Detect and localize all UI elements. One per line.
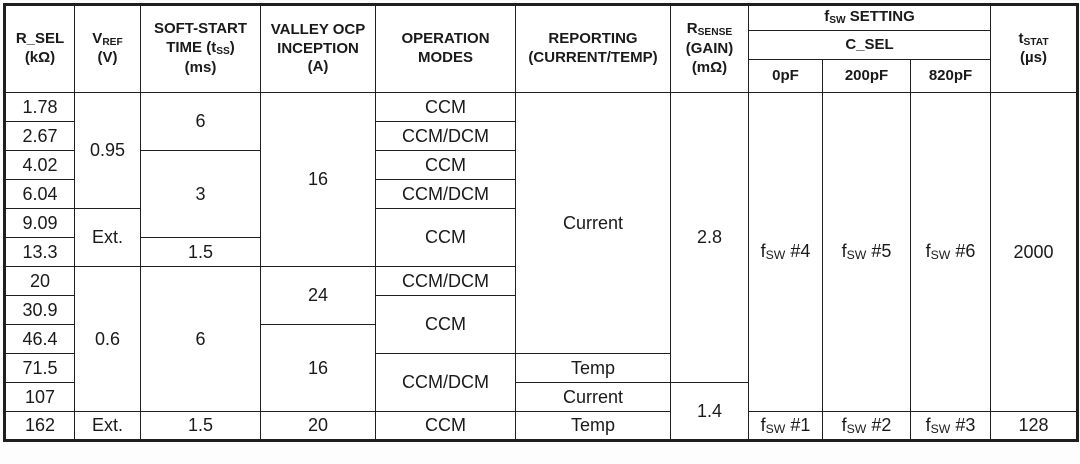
fsw-value-820pf: fSW #6 xyxy=(911,93,991,412)
col-header-r-sense: RSENSE (GAIN) (mΩ) xyxy=(671,5,749,93)
operation-mode-value: CCM/DCM xyxy=(376,180,516,209)
r-sel-value: 1.78 xyxy=(5,93,75,122)
r-sel-value: 107 xyxy=(5,383,75,412)
soft-start-value: 3 xyxy=(141,151,261,238)
valley-ocp-value: 20 xyxy=(261,412,376,441)
col-header-valley-ocp: VALLEY OCP INCEPTION (A) xyxy=(261,5,376,93)
soft-start-value: 1.5 xyxy=(141,238,261,267)
col-header-cap-200pf: 200pF xyxy=(823,60,911,93)
operation-mode-value: CCM xyxy=(376,93,516,122)
col-header-reporting: REPORTING (CURRENT/TEMP) xyxy=(516,5,671,93)
fsw-value-0pf: fSW #4 xyxy=(749,93,823,412)
table-body xyxy=(5,93,1078,441)
r-sel-value: 46.4 xyxy=(5,325,75,354)
col-header-r-sel-name: R_SEL xyxy=(15,30,65,48)
r-sel-value: 9.09 xyxy=(5,209,75,238)
operation-mode-value: CCM/DCM xyxy=(376,122,516,151)
fsw-value-200pf: fSW #2 xyxy=(823,412,911,441)
r-sense-value: 1.4 xyxy=(671,383,749,441)
col-header-v-ref-name: VREF xyxy=(92,29,123,48)
fsw-value-820pf: fSW #3 xyxy=(911,412,991,441)
fsw-value-0pf: fSW #1 xyxy=(749,412,823,441)
r-sel-value: 2.67 xyxy=(5,122,75,151)
operation-mode-value: CCM xyxy=(376,412,516,441)
col-header-cap-820pf: 820pF xyxy=(911,60,991,93)
r-sense-value: 2.8 xyxy=(671,93,749,383)
r-sel-value: 6.04 xyxy=(5,180,75,209)
operation-mode-value: CCM xyxy=(376,296,516,354)
table-header xyxy=(5,5,1078,93)
col-header-t-stat: tSTAT (µs) xyxy=(991,5,1078,93)
col-header-operation-modes: OPERATION MODES xyxy=(376,5,516,93)
soft-start-value: 6 xyxy=(141,267,261,412)
v-ref-value: 0.6 xyxy=(75,267,141,412)
reporting-value: Current xyxy=(516,383,671,412)
v-ref-value: Ext. xyxy=(75,209,141,267)
configuration-table xyxy=(3,3,1079,442)
col-header-r-sel-unit: (kΩ) xyxy=(24,49,56,66)
header-row-1 xyxy=(5,5,1078,31)
operation-mode-value: CCM/DCM xyxy=(376,267,516,296)
valley-ocp-value: 16 xyxy=(261,325,376,412)
col-header-c-sel: C_SEL xyxy=(749,31,991,60)
r-sel-value: 13.3 xyxy=(5,238,75,267)
valley-ocp-value: 16 xyxy=(261,93,376,267)
r-sel-value: 71.5 xyxy=(5,354,75,383)
r-sel-value: 162 xyxy=(5,412,75,441)
reporting-value: Temp xyxy=(516,354,671,383)
r-sel-value: 30.9 xyxy=(5,296,75,325)
operation-mode-value: CCM xyxy=(376,151,516,180)
reporting-value: Current xyxy=(516,93,671,354)
valley-ocp-value: 24 xyxy=(261,267,376,325)
operation-mode-value: CCM/DCM xyxy=(376,354,516,412)
col-header-r-sel xyxy=(5,5,75,93)
t-stat-value: 2000 xyxy=(991,93,1078,412)
body-row-12 xyxy=(5,412,1078,441)
col-header-fsw-setting: fSW SETTING xyxy=(749,5,991,31)
r-sel-value: 20 xyxy=(5,267,75,296)
soft-start-value: 1.5 xyxy=(141,412,261,441)
col-header-soft-start: SOFT-START TIME (tSS) (ms) xyxy=(141,5,261,93)
soft-start-value: 6 xyxy=(141,93,261,151)
t-stat-value: 128 xyxy=(991,412,1078,441)
col-header-v-ref xyxy=(75,5,141,93)
operation-mode-value: CCM xyxy=(376,209,516,267)
r-sel-value: 4.02 xyxy=(5,151,75,180)
col-header-cap-0pf: 0pF xyxy=(749,60,823,93)
fsw-value-200pf: fSW #5 xyxy=(823,93,911,412)
col-header-v-ref-unit: (V) xyxy=(97,49,118,67)
v-ref-value: 0.95 xyxy=(75,93,141,209)
reporting-value: Temp xyxy=(516,412,671,441)
body-row-1 xyxy=(5,93,1078,122)
v-ref-value: Ext. xyxy=(75,412,141,441)
